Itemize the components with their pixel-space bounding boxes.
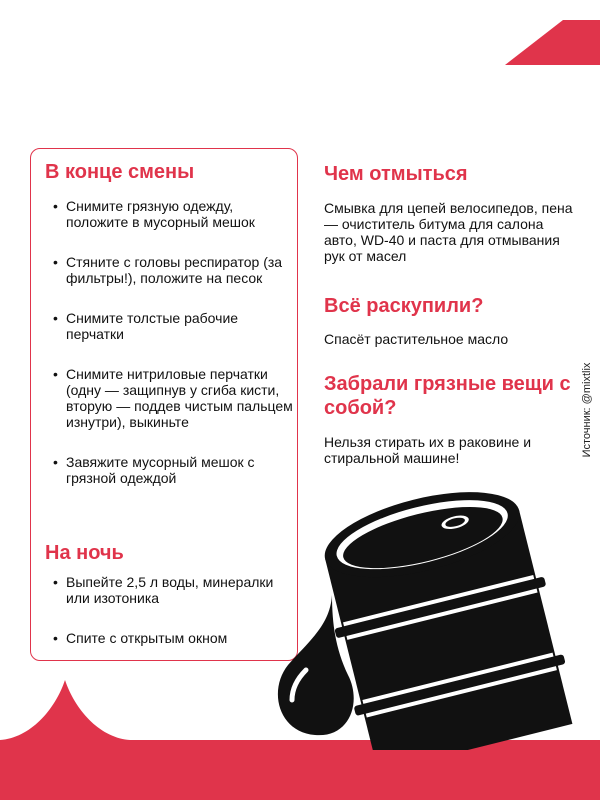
heading-sold-out: Всё раскупили?: [324, 295, 484, 317]
list-item: • Снимите нитриловые перчатки (одну — защипнув у сгиба кисти, вторую — поддев чистым пальцем изнутри), выкиньте: [45, 366, 295, 430]
text-how-to-clean: Смывка для цепей велосипедов, пена — очиститель битума для салона авто, WD-40 и паста для отмывания рук от масел: [324, 200, 573, 264]
list-item: • Завяжите мусорный мешок с грязной одеждой: [45, 454, 295, 486]
text-sold-out: Спасёт растительное масло: [324, 331, 509, 347]
end-of-shift-list: [45, 198, 295, 510]
text-dirty-clothes: Нельзя стирать их в раковине и стиральной машине!: [324, 434, 532, 466]
heading-how-to-clean: Чем отмыться: [324, 163, 468, 185]
oil-barrel-icon: [270, 450, 580, 750]
heading-end-of-shift: В конце смены: [45, 161, 195, 183]
list-item: • Стяните с головы респиратор (за фильтры!), положите на песок: [45, 254, 295, 286]
heading-dirty-clothes: Забрали грязные вещи с собой?: [324, 373, 571, 419]
heading-at-night: На ночь: [45, 542, 124, 564]
decorative-shape-top: [505, 20, 600, 65]
source-caption: Источник: @mixtlix: [581, 362, 593, 458]
list-item: • Выпейте 2,5 л воды, минералки или изотоника: [45, 574, 295, 606]
list-item: • Спите с открытым окном: [45, 630, 295, 646]
list-item: • Снимите толстые рабочие перчатки: [45, 310, 295, 342]
at-night-list: [45, 574, 295, 670]
list-item: • Снимите грязную одежду, положите в мусорный мешок: [45, 198, 295, 230]
